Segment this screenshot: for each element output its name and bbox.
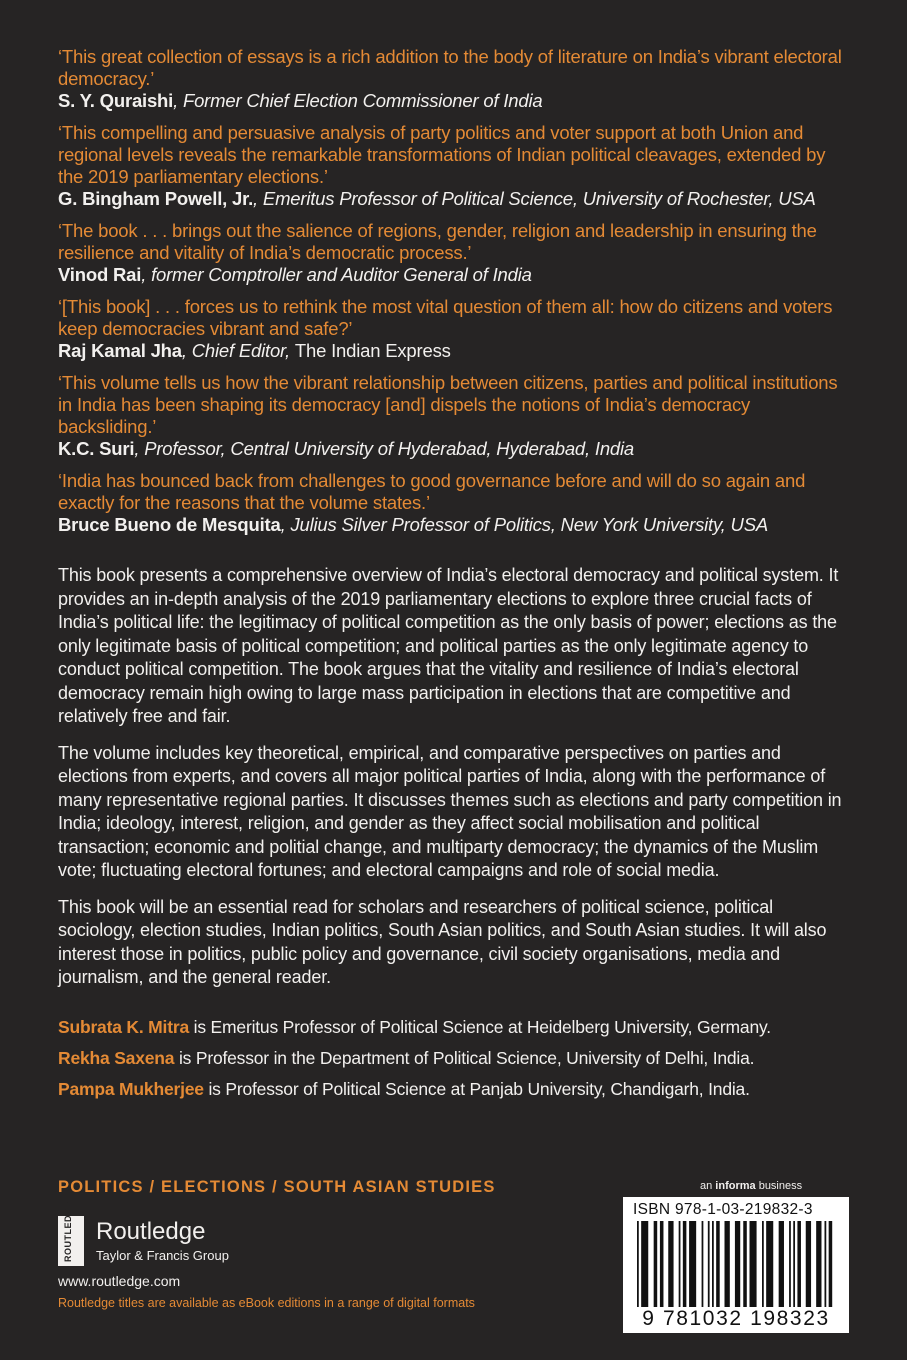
endorser-name: G. Bingham Powell, Jr. [58, 188, 254, 209]
barcode-bar [735, 1221, 740, 1307]
description-paragraph: This book will be an essential read for scholars and researchers of political science, political sociology, election studies, Indian politics, South Asian politics, and South Asian studies. It will also interest those in politics, public policy and governance, civil society organisations, media and journalism, and the general reader. [58, 896, 827, 987]
endorser-role: , Chief Editor, [181, 340, 295, 361]
endorsement-quote: ‘The book . . . brings out the salience of regions, gender, religion and leadership in ensuring the resilience and vitality of India’s democratic process.’ [58, 220, 817, 263]
informa-prefix: an [700, 1180, 716, 1192]
barcode-bar [797, 1221, 801, 1307]
description-paragraph: This book presents a comprehensive overview of India’s electoral democracy and political system. It provides an in-depth analysis of the 2019 parliamentary elections to explore three crucial facts of India’s political life: the legitimacy of political competition as the only basis of power; elections as the only legitimate basis of political competition; and political parties as the only legitimate agency to conduct political competition. The book argues that the vitality and resilience of India’s electoral democracy remain high owing to large mass participation in elections that are competitive and relatively free and fair. [58, 565, 839, 726]
endorsement-quote: ‘[This book] . . . forces us to rethink the most vital question of them all: how do citizens and voters keep democracies vibrant and safe?’ [58, 296, 833, 339]
author-name: Pampa Mukherjee [58, 1078, 204, 1099]
barcode-bar [766, 1221, 773, 1307]
barcode-bar [816, 1221, 821, 1307]
description-paragraph: The volume includes key theoretical, empirical, and comparative perspectives on parties and elections from experts, and covers all major political parties of India, along with the performance of many representative regional parties. It discusses themes such as elections and party competition in India; ideology, interest, religion, and gender as they affect social mobilisation and political transaction; economic and politial change, and multiparty democracy; the dynamics of the Muslim vote; fluctuating electoral fortunes; and electoral campaigns and role of social media. [58, 742, 842, 880]
informa-business-label [700, 1180, 802, 1192]
author-name: Subrata K. Mitra [58, 1016, 189, 1037]
isbn-barcode [623, 1197, 849, 1333]
endorsement-quote: ‘This volume tells us how the vibrant relationship between citizens, parties and political institutions in India has been shaping its democracy [and] dispels the notions of India’s democracy backsliding.’ [58, 372, 838, 437]
barcode-number: 9 781032 198323 [642, 1307, 830, 1330]
endorsement [58, 122, 848, 210]
endorsement [58, 220, 848, 286]
publisher-group: Taylor & Francis Group [96, 1248, 229, 1263]
endorsement-attribution [58, 188, 848, 210]
barcode-bar [825, 1221, 827, 1307]
informa-brand: informa [715, 1180, 756, 1192]
endorser-role: , Emeritus Professor of Political Science, University of Rochester, USA [253, 188, 816, 209]
endorsement [58, 46, 848, 112]
barcode-bar [789, 1221, 791, 1307]
endorser-role: , Professor, Central University of Hyderabad, Hyderabad, India [134, 438, 635, 459]
barcode-bar [806, 1221, 811, 1307]
author-bio [58, 1078, 848, 1100]
author-description: is Professor of Political Science at Panjab University, Chandigarh, India. [203, 1078, 750, 1099]
back-cover-content [58, 46, 848, 1109]
endorser-role: , Former Chief Election Commissioner of India [173, 90, 543, 111]
barcode-bar [660, 1221, 664, 1307]
endorsement-attribution [58, 340, 848, 362]
barcode-bar [762, 1221, 764, 1307]
endorsement-attribution [58, 438, 848, 460]
publisher-name: Routledge [96, 1218, 206, 1245]
barcode-bar [683, 1221, 687, 1307]
endorser-name: S. Y. Quraishi [58, 90, 174, 111]
barcode-bar [708, 1221, 710, 1307]
barcode-bar [750, 1221, 757, 1307]
endorsement [58, 372, 848, 460]
endorsements [58, 46, 848, 536]
author-description: is Professor in the Department of Political Science, University of Delhi, India. [174, 1047, 755, 1068]
barcode-bar [641, 1221, 648, 1307]
endorsement-quote: ‘India has bounced back from challenges to good governance before and will do so again and exactly for the reasons that the volume states.’ [58, 470, 806, 513]
barcode-bar [779, 1221, 784, 1307]
publisher-url: www.routledge.com [58, 1273, 181, 1289]
endorser-name: Bruce Bueno de Mesquita [58, 514, 281, 535]
endorsement-quote: ‘This compelling and persuasive analysis of party politics and voter support at both Union and regional levels reveals the remarkable transformations of Indian political cleavages, extended by the 2019 parliamentary elections.’ [58, 122, 826, 187]
endorser-name: Vinod Rai [58, 264, 142, 285]
isbn-text: ISBN 978-1-03-219832-3 [633, 1201, 813, 1218]
barcode-bar [793, 1221, 795, 1307]
barcode-bar [637, 1221, 639, 1307]
author-bios [58, 1016, 848, 1100]
author-bio [58, 1047, 848, 1069]
informa-suffix: business [755, 1180, 803, 1192]
author-bio [58, 1016, 848, 1038]
logo-mark-text: ROUTLEDGE [63, 1200, 73, 1262]
subject-category: POLITICS / ELECTIONS / SOUTH ASIAN STUDIES [58, 1178, 496, 1196]
barcode-bar [829, 1221, 833, 1307]
barcode-bar [716, 1221, 720, 1307]
barcode-bar [725, 1221, 730, 1307]
endorsement-attribution [58, 514, 848, 536]
endorsement-attribution [58, 264, 848, 286]
publication-name: The Indian Express [294, 340, 451, 361]
endorsement [58, 470, 848, 536]
endorser-role: , former Comptroller and Auditor General of India [141, 264, 532, 285]
endorsement-quote: ‘This great collection of essays is a rich addition to the body of literature on India’s vibrant electoral democracy.’ [58, 46, 842, 89]
author-description: is Emeritus Professor of Political Science at Heidelberg University, Germany. [189, 1016, 771, 1037]
author-name: Rekha Saxena [58, 1047, 175, 1068]
endorser-role: , Julius Silver Professor of Politics, New York University, USA [280, 514, 768, 535]
routledge-logo [58, 1200, 258, 1266]
endorser-name: K.C. Suri [58, 438, 135, 459]
barcode-bar [654, 1221, 658, 1307]
barcode-bar [689, 1221, 696, 1307]
endorsement [58, 296, 848, 362]
barcode-bar [712, 1221, 714, 1307]
barcode-bar [743, 1221, 747, 1307]
endorser-name: Raj Kamal Jha [58, 340, 182, 361]
barcode-bars [635, 1221, 839, 1307]
endorsement-attribution [58, 90, 848, 112]
barcode-bar [668, 1221, 673, 1307]
barcode-bar [679, 1221, 681, 1307]
ebook-note: Routledge titles are available as eBook editions in a range of digital formats [58, 1296, 475, 1310]
routledge-logo-mark [58, 1200, 84, 1266]
book-description [58, 564, 848, 990]
barcode-bar [702, 1221, 704, 1307]
